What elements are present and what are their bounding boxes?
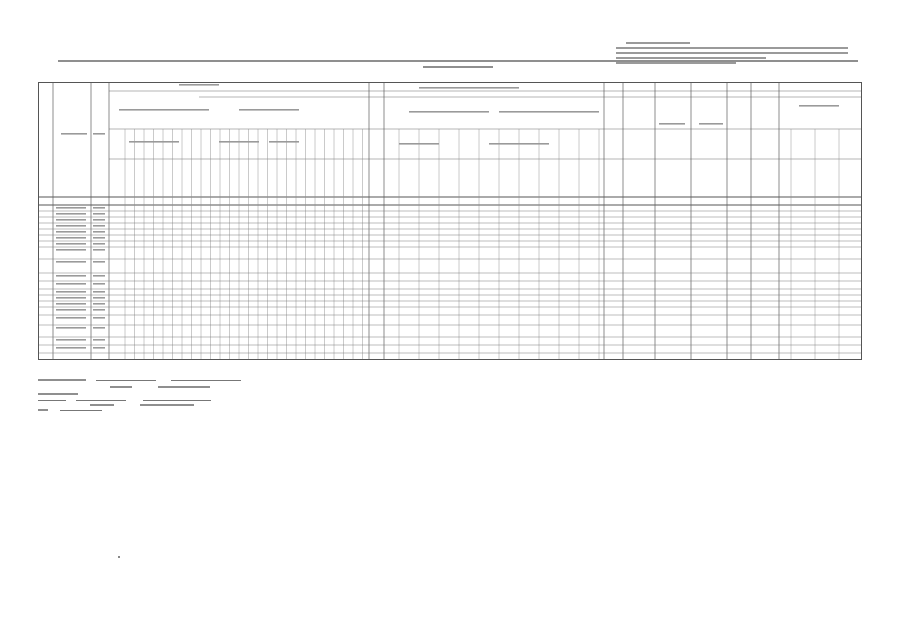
header-caption (269, 141, 299, 143)
row-label-mark (56, 283, 86, 285)
header-caption (239, 109, 299, 111)
signature-date (38, 398, 102, 416)
header-caption (499, 111, 599, 113)
row-label-mark (56, 347, 86, 349)
row-code-mark (93, 283, 105, 285)
row-label-mark (56, 275, 86, 277)
row-code-mark (93, 297, 105, 299)
header-caption (399, 143, 439, 145)
row-label-mark (56, 327, 86, 329)
row-code-mark (93, 231, 105, 233)
row-code-mark (93, 347, 105, 349)
header-caption (659, 123, 685, 125)
row-code-mark (93, 309, 105, 311)
row-code-mark (93, 303, 105, 305)
header-caption (129, 141, 179, 143)
row-label-mark (56, 291, 86, 293)
row-label-mark (56, 249, 86, 251)
row-code-mark (93, 339, 105, 341)
row-label-mark (56, 243, 86, 245)
header-caption (699, 123, 723, 125)
document-title-line (423, 66, 493, 68)
row-label-mark (56, 225, 86, 227)
signature-sub-caption (140, 404, 194, 406)
row-label-mark (56, 231, 86, 233)
row-label-mark (56, 213, 86, 215)
row-code-mark (93, 327, 105, 329)
header-caption (93, 133, 105, 135)
row-code-mark (93, 261, 105, 263)
row-label-mark (56, 303, 86, 305)
row-code-mark (93, 291, 105, 293)
document-title-block (58, 60, 858, 72)
annex-line (616, 47, 848, 49)
annex-line (616, 52, 848, 54)
row-code-mark (93, 243, 105, 245)
row-label-mark (56, 261, 86, 263)
signature-caption (38, 409, 48, 411)
annex-line (616, 57, 766, 59)
row-code-mark (93, 213, 105, 215)
header-caption (409, 111, 489, 113)
header-caption (489, 143, 549, 145)
row-code-mark (93, 317, 105, 319)
header-caption (219, 141, 259, 143)
row-label-mark (56, 309, 86, 311)
row-code-mark (93, 225, 105, 227)
row-code-mark (93, 275, 105, 277)
report-table-grid (39, 83, 861, 359)
row-code-mark (93, 249, 105, 251)
row-label-mark (56, 207, 86, 209)
row-code-mark (93, 237, 105, 239)
header-caption (61, 133, 87, 135)
row-label-mark (56, 219, 86, 221)
header-caption (799, 105, 839, 107)
signature-caption (38, 379, 86, 381)
report-table (38, 82, 862, 360)
scan-speck (118, 556, 120, 558)
header-caption (179, 84, 219, 86)
row-label-mark (56, 317, 86, 319)
annex-line (626, 42, 690, 44)
header-caption (119, 109, 209, 111)
signature-blank (60, 410, 102, 411)
row-label-mark (56, 297, 86, 299)
row-label-mark (56, 237, 86, 239)
header-caption (419, 87, 519, 89)
document-title-line (58, 60, 858, 62)
row-code-mark (93, 207, 105, 209)
row-label-mark (56, 339, 86, 341)
row-code-mark (93, 219, 105, 221)
